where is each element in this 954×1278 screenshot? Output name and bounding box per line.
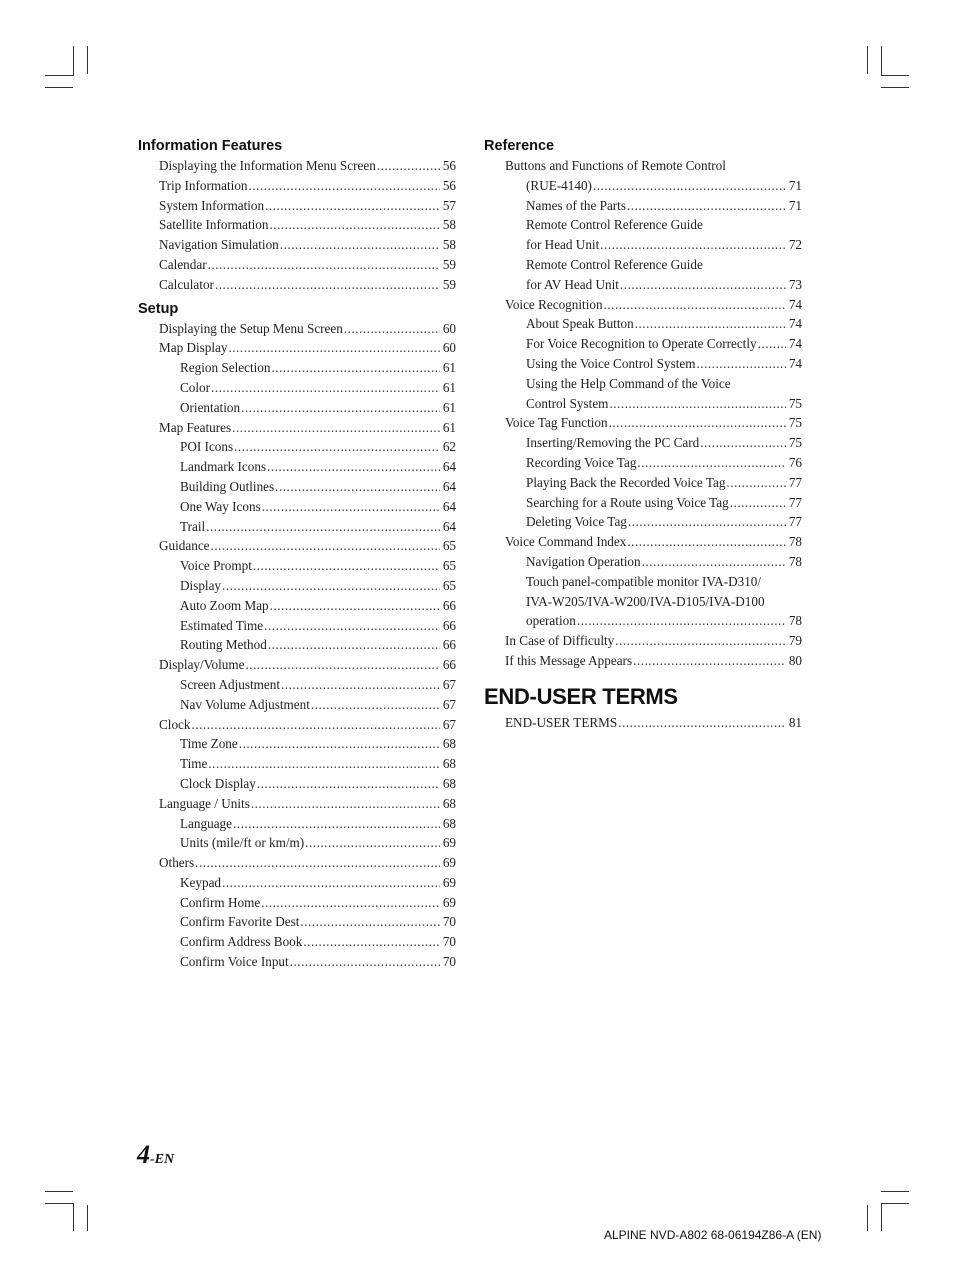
toc-entry-page: 68 xyxy=(442,736,456,752)
toc-entry-title: One Way Icons xyxy=(180,498,261,514)
toc-leader-dots xyxy=(615,631,786,651)
toc-entry[interactable] xyxy=(138,695,456,715)
section-heading: Setup xyxy=(138,300,179,317)
toc-leader-dots xyxy=(208,754,439,774)
toc-leader-dots xyxy=(253,556,440,576)
crop-mark xyxy=(867,1205,868,1231)
section-heading: Reference xyxy=(484,138,555,154)
page-number xyxy=(137,1140,174,1170)
crop-mark xyxy=(867,46,868,74)
toc-entry-text: IVA-W205/IVA-W200/IVA-D105/IVA-D100 xyxy=(526,593,765,609)
toc-leader-dots xyxy=(303,932,439,952)
toc-entry-title: Trail xyxy=(180,518,206,534)
toc-entry[interactable] xyxy=(138,794,456,814)
toc-entry[interactable] xyxy=(138,319,456,339)
toc-entry-title: END-USER TERMS xyxy=(505,714,618,730)
toc-entry[interactable] xyxy=(138,675,456,695)
toc-leader-dots xyxy=(245,655,439,675)
toc-entry-page: 74 xyxy=(788,296,802,312)
toc-entry[interactable] xyxy=(484,651,802,671)
toc-entry-title: Voice Recognition xyxy=(505,296,603,312)
toc-entry-title: Voice Prompt xyxy=(180,558,252,574)
toc-leader-dots xyxy=(637,453,785,473)
toc-entry[interactable] xyxy=(484,314,802,334)
toc-entry-page: 81 xyxy=(788,714,802,730)
toc-entry-title: Routing Method xyxy=(180,637,267,653)
toc-left-column xyxy=(138,136,456,972)
toc-entry-title: Displaying the Information Menu Screen xyxy=(159,158,376,173)
toc-entry[interactable] xyxy=(484,196,802,216)
toc-entry-page: 68 xyxy=(442,795,456,811)
toc-entry-title: (RUE-4140) xyxy=(526,177,592,193)
toc-entry[interactable] xyxy=(138,576,456,596)
toc-entry-page: 75 xyxy=(788,395,802,411)
toc-leader-dots xyxy=(280,235,440,255)
toc-entry-page: 66 xyxy=(442,597,456,613)
toc-entry-title: Estimated Time xyxy=(180,617,264,633)
toc-leader-dots xyxy=(267,457,440,477)
toc-entry-title: Navigation Simulation xyxy=(159,237,279,253)
toc-entry[interactable] xyxy=(138,932,456,952)
toc-leader-dots xyxy=(261,893,440,913)
toc-entry[interactable] xyxy=(484,473,802,493)
toc-entry[interactable] xyxy=(138,952,456,972)
toc-leader-dots xyxy=(257,774,440,794)
toc-leader-dots xyxy=(215,275,440,295)
toc-leader-dots xyxy=(211,378,440,398)
footer-code: ALPINE NVD-A802 68-06194Z86-A (EN) xyxy=(604,1228,822,1242)
toc-entry-page: 61 xyxy=(442,399,456,415)
toc-entry-page: 67 xyxy=(442,696,456,712)
toc-entry[interactable] xyxy=(138,616,456,636)
crop-mark xyxy=(881,1191,909,1192)
toc-entry[interactable] xyxy=(138,754,456,774)
toc-entry-title: Screen Adjustment xyxy=(180,676,280,692)
toc-leader-dots xyxy=(192,715,440,735)
toc-entry[interactable] xyxy=(138,176,456,196)
toc-entry-page: 64 xyxy=(442,478,456,494)
toc-leader-dots xyxy=(264,616,440,636)
toc-entry-page: 69 xyxy=(442,894,456,910)
toc-entry[interactable] xyxy=(138,853,456,873)
toc-leader-dots xyxy=(232,418,440,438)
toc-entry-page: 57 xyxy=(442,197,456,213)
toc-entry-title: Clock Display xyxy=(180,775,256,791)
crop-mark xyxy=(87,46,88,74)
crop-mark xyxy=(881,1203,882,1231)
toc-entry-page: 61 xyxy=(442,419,456,435)
toc-entry-page: 58 xyxy=(442,217,456,233)
toc-entry-page: 64 xyxy=(442,459,456,475)
toc-entry-title: Guidance xyxy=(159,538,210,554)
toc-entry-page: 62 xyxy=(442,439,456,455)
toc-entry-page: 74 xyxy=(788,336,802,352)
toc-entry-title: Inserting/Removing the PC Card xyxy=(526,435,700,451)
toc-leader-dots xyxy=(697,354,786,374)
toc-entry[interactable] xyxy=(138,536,456,556)
toc-entry[interactable] xyxy=(138,833,456,853)
toc-entry-title: Display/Volume xyxy=(159,657,245,673)
toc-entry-title: Map Features xyxy=(159,419,232,435)
toc-entry-page: 65 xyxy=(442,577,456,593)
toc-entry[interactable] xyxy=(484,453,802,473)
toc-entry-title: Deleting Voice Tag xyxy=(526,514,627,530)
toc-entry-title: Confirm Address Book xyxy=(180,934,303,950)
toc-entry-page: 78 xyxy=(788,613,802,629)
toc-entry-page: 60 xyxy=(442,320,456,336)
toc-entry-page: 65 xyxy=(442,538,456,554)
toc-entry[interactable] xyxy=(138,275,456,295)
toc-leader-dots xyxy=(206,517,440,537)
toc-entry[interactable] xyxy=(484,176,802,196)
toc-entry-page: 68 xyxy=(442,775,456,791)
toc-entry-title: Satellite Information xyxy=(159,217,269,233)
toc-entry[interactable] xyxy=(138,196,456,216)
toc-entry-page: 70 xyxy=(442,954,456,970)
toc-entry-title: Confirm Favorite Dest xyxy=(180,914,300,930)
toc-entry[interactable] xyxy=(138,418,456,438)
toc-leader-dots xyxy=(265,196,440,216)
toc-entry-page: 59 xyxy=(442,256,456,272)
toc-entry-title: Language / Units xyxy=(159,795,250,811)
toc-entry-text: Remote Control Reference Guide xyxy=(526,256,703,272)
toc-entry-title: Playing Back the Recorded Voice Tag xyxy=(526,474,726,490)
toc-entry-page: 78 xyxy=(788,553,802,569)
toc-entry[interactable] xyxy=(138,873,456,893)
section-heading: Information Features xyxy=(138,138,283,154)
toc-entry-page: 64 xyxy=(442,518,456,534)
toc-entry[interactable] xyxy=(138,912,456,932)
toc-leader-dots xyxy=(642,552,786,572)
toc-entry-title: Confirm Home xyxy=(180,894,261,910)
toc-entry-page: 71 xyxy=(788,177,802,193)
toc-leader-dots xyxy=(600,235,786,255)
toc-entry-title: Voice Command Index xyxy=(505,534,627,550)
toc-entry-page: 58 xyxy=(442,237,456,253)
crop-mark xyxy=(45,1191,73,1192)
toc-entry[interactable] xyxy=(484,611,802,631)
page-number-digit: 4 xyxy=(137,1140,150,1169)
toc-entry-title: Clock xyxy=(159,716,191,732)
toc-entry[interactable] xyxy=(484,552,802,572)
crop-mark xyxy=(881,75,909,76)
toc-leader-dots xyxy=(627,532,785,552)
toc-entry-page: 78 xyxy=(788,534,802,550)
toc-leader-dots xyxy=(618,713,786,733)
toc-entry-title: Building Outlines xyxy=(180,478,275,494)
toc-entry-text: Buttons and Functions of Remote Control xyxy=(505,158,726,173)
toc-entry-page: 80 xyxy=(788,652,802,668)
toc-entry[interactable] xyxy=(138,338,456,358)
crop-mark xyxy=(73,46,74,76)
crop-mark xyxy=(881,1203,909,1204)
toc-entry-title: Region Selection xyxy=(180,360,271,376)
toc-leader-dots xyxy=(234,437,440,457)
toc-entry-page: 67 xyxy=(442,716,456,732)
toc-entry-page: 69 xyxy=(442,835,456,851)
toc-entry-page: 64 xyxy=(442,498,456,514)
page-number-suffix: -EN xyxy=(150,1152,175,1167)
crop-mark xyxy=(87,1205,88,1231)
toc-entry-title: In Case of Difficulty xyxy=(505,633,615,649)
toc-entry-title: If this Message Appears xyxy=(505,652,633,668)
toc-leader-dots xyxy=(239,734,440,754)
toc-entry-text: Touch panel-compatible monitor IVA-D310/ xyxy=(526,573,762,589)
toc-entry[interactable] xyxy=(138,596,456,616)
toc-entry-title: For Voice Recognition to Operate Correctly xyxy=(526,336,757,352)
toc-leader-dots xyxy=(270,215,440,235)
toc-entry-page: 71 xyxy=(788,197,802,213)
toc-entry-page: 66 xyxy=(442,657,456,673)
toc-entry[interactable] xyxy=(138,893,456,913)
toc-entry-title: About Speak Button xyxy=(526,316,634,332)
toc-entry[interactable] xyxy=(138,378,456,398)
toc-entry-title: Others xyxy=(159,855,195,871)
toc-entry-page: 74 xyxy=(788,355,802,371)
toc-entry-page: 69 xyxy=(442,874,456,890)
toc-entry-title: operation xyxy=(526,613,576,629)
toc-leader-dots xyxy=(275,477,440,497)
crop-mark xyxy=(73,1203,74,1231)
toc-entry[interactable] xyxy=(138,235,456,255)
toc-leader-dots xyxy=(281,675,440,695)
toc-leader-dots xyxy=(249,176,440,196)
toc-entry-title: Auto Zoom Map xyxy=(180,597,269,613)
toc-entry[interactable] xyxy=(484,394,802,414)
toc-leader-dots xyxy=(628,512,786,532)
toc-leader-dots xyxy=(377,156,440,176)
toc-leader-dots xyxy=(730,493,786,513)
toc-entry[interactable] xyxy=(484,713,802,733)
toc-entry-page: 69 xyxy=(442,855,456,871)
toc-entry-title: Recording Voice Tag xyxy=(526,454,637,470)
toc-entry[interactable] xyxy=(138,517,456,537)
toc-entry[interactable] xyxy=(138,156,456,176)
toc-leader-dots xyxy=(211,536,440,556)
toc-entry-page: 67 xyxy=(442,676,456,692)
toc-leader-dots xyxy=(300,912,439,932)
toc-entry[interactable] xyxy=(138,358,456,378)
toc-entry[interactable] xyxy=(138,774,456,794)
toc-entry-title: Calendar xyxy=(159,256,207,272)
toc-leader-dots xyxy=(635,314,786,334)
toc-entry-page: 68 xyxy=(442,756,456,772)
toc-entry-title: System Information xyxy=(159,197,265,213)
toc-leader-dots xyxy=(726,473,785,493)
toc-leader-dots xyxy=(627,196,786,216)
toc-entry[interactable] xyxy=(138,814,456,834)
toc-entry-title: Navigation Operation xyxy=(526,553,641,569)
toc-entry-title: Calculator xyxy=(159,276,214,292)
toc-leader-dots xyxy=(758,334,786,354)
toc-entry[interactable] xyxy=(138,457,456,477)
toc-entry[interactable] xyxy=(138,255,456,275)
crop-mark xyxy=(45,75,73,76)
toc-leader-dots xyxy=(262,497,440,517)
toc-entry[interactable] xyxy=(138,398,456,418)
toc-entry-page: 79 xyxy=(788,633,802,649)
toc-entry-title: Orientation xyxy=(180,399,241,415)
toc-entry-page: 77 xyxy=(788,474,802,490)
toc-entry-page: 68 xyxy=(442,815,456,831)
toc-leader-dots xyxy=(195,853,440,873)
toc-leader-dots xyxy=(222,576,440,596)
toc-entry[interactable] xyxy=(138,556,456,576)
toc-entry-page: 61 xyxy=(442,360,456,376)
section-heading-large: END-USER TERMS xyxy=(484,683,678,709)
toc-entry-title: Language xyxy=(180,815,232,831)
toc-entry[interactable] xyxy=(484,354,802,374)
toc-entry-page: 76 xyxy=(788,454,802,470)
toc-entry-title: Control System xyxy=(526,395,609,411)
toc-entry-text: Remote Control Reference Guide xyxy=(526,217,703,233)
toc-leader-dots xyxy=(270,596,440,616)
toc-leader-dots xyxy=(305,833,440,853)
toc-entry[interactable] xyxy=(484,433,802,453)
toc-entry-title: Map Display xyxy=(159,340,228,356)
toc-leader-dots xyxy=(229,338,440,358)
toc-entry[interactable] xyxy=(484,295,802,315)
toc-leader-dots xyxy=(577,611,786,631)
toc-entry-title: Landmark Icons xyxy=(180,459,267,475)
toc-entry-title: Displaying the Setup Menu Screen xyxy=(159,320,343,336)
crop-mark xyxy=(45,1203,73,1204)
toc-entry[interactable] xyxy=(138,734,456,754)
toc-entry[interactable] xyxy=(484,334,802,354)
toc-entry-title: for Head Unit xyxy=(526,237,600,253)
toc-entry-page: 59 xyxy=(442,276,456,292)
toc-entry[interactable] xyxy=(484,532,802,552)
toc-leader-dots xyxy=(208,255,440,275)
toc-entry-title: Confirm Voice Input xyxy=(180,954,289,970)
toc-leader-dots xyxy=(268,635,440,655)
toc-entry-page: 70 xyxy=(442,914,456,930)
toc-entry[interactable] xyxy=(138,215,456,235)
toc-leader-dots xyxy=(290,952,440,972)
toc-entry[interactable] xyxy=(484,493,802,513)
toc-entry-page: 72 xyxy=(788,237,802,253)
crop-mark xyxy=(881,46,882,76)
toc-leader-dots xyxy=(251,794,440,814)
toc-leader-dots xyxy=(609,394,785,414)
toc-leader-dots xyxy=(604,295,786,315)
toc-entry[interactable] xyxy=(484,512,802,532)
toc-entry-title: Units (mile/ft or km/m) xyxy=(180,835,305,851)
toc-entry-title: Time xyxy=(180,756,208,772)
toc-entry-page: 75 xyxy=(788,435,802,451)
toc-entry-page: 77 xyxy=(788,514,802,530)
toc-leader-dots xyxy=(609,413,786,433)
toc-leader-dots xyxy=(344,319,440,339)
toc-entry-title: Names of the Parts xyxy=(526,197,626,213)
toc-leader-dots xyxy=(700,433,786,453)
toc-entry-page: 74 xyxy=(788,316,802,332)
toc-leader-dots xyxy=(222,873,440,893)
toc-leader-dots xyxy=(593,176,786,196)
toc-entry[interactable] xyxy=(484,275,802,295)
toc-entry-page: 56 xyxy=(442,177,456,193)
toc-entry-title: Color xyxy=(180,379,211,395)
toc-entry-title: Time Zone xyxy=(180,736,238,752)
crop-mark xyxy=(881,87,909,88)
toc-entry-page: 66 xyxy=(442,637,456,653)
toc-entry-page: 70 xyxy=(442,934,456,950)
toc-entry-text: Using the Help Command of the Voice xyxy=(526,375,731,391)
toc-entry-title: Using the Voice Control System xyxy=(526,355,696,371)
toc-entry-title: for AV Head Unit xyxy=(526,276,619,292)
toc-entry[interactable] xyxy=(138,497,456,517)
toc-entry-title: Trip Information xyxy=(159,177,248,193)
toc-leader-dots xyxy=(233,814,440,834)
toc-entry[interactable] xyxy=(138,635,456,655)
toc-leader-dots xyxy=(620,275,786,295)
toc-leader-dots xyxy=(311,695,440,715)
toc-entry-page: 56 xyxy=(442,158,456,173)
toc-right-column xyxy=(484,136,802,733)
toc-entry[interactable] xyxy=(138,437,456,457)
toc-entry[interactable] xyxy=(138,715,456,735)
toc-entry-page: 77 xyxy=(788,494,802,510)
toc-leader-dots xyxy=(241,398,440,418)
toc-entry-page: 66 xyxy=(442,617,456,633)
toc-entry[interactable] xyxy=(484,235,802,255)
toc-entry-page: 60 xyxy=(442,340,456,356)
toc-leader-dots xyxy=(633,651,786,671)
toc-entry-title: Keypad xyxy=(180,874,222,890)
toc-entry[interactable] xyxy=(138,655,456,675)
toc-entry-page: 65 xyxy=(442,558,456,574)
toc-entry-page: 73 xyxy=(788,276,802,292)
toc-leader-dots xyxy=(271,358,439,378)
toc-entry-title: POI Icons xyxy=(180,439,234,455)
toc-entry-title: Nav Volume Adjustment xyxy=(180,696,310,712)
toc-entry-title: Display xyxy=(180,577,222,593)
toc-entry[interactable] xyxy=(484,413,802,433)
crop-mark xyxy=(45,87,73,88)
toc-entry-page: 75 xyxy=(788,415,802,431)
toc-entry-page: 61 xyxy=(442,379,456,395)
toc-entry-title: Searching for a Route using Voice Tag xyxy=(526,494,729,510)
toc-entry[interactable] xyxy=(138,477,456,497)
toc-entry[interactable] xyxy=(484,631,802,651)
toc-entry-title: Voice Tag Function xyxy=(505,415,608,431)
